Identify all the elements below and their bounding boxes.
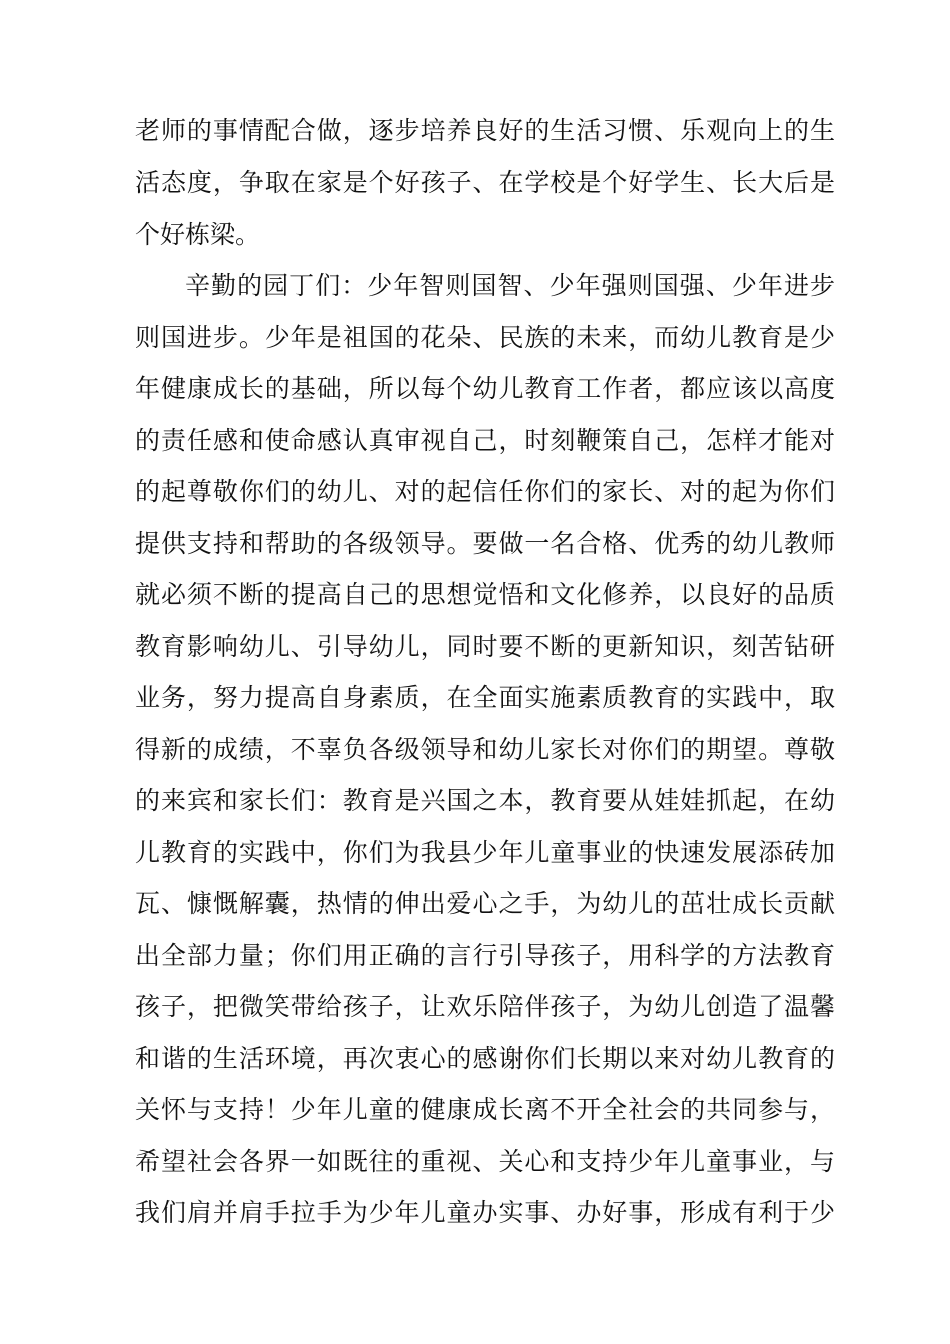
text-line: 辛勤的园丁们：少年智则国智、少年强则国强、少年进步 xyxy=(185,271,835,300)
text-line: 得新的成绩，不辜负各级领导和幼儿家长对你们的期望。尊敬 xyxy=(135,735,835,764)
text-line: 的起尊敬你们的幼儿、对的起信任你们的家长、对的起为你们 xyxy=(135,477,835,506)
text-line: 年健康成长的基础，所以每个幼儿教育工作者，都应该以高度 xyxy=(135,374,835,403)
text-line: 瓦、慷慨解囊，热情的伸出爱心之手，为幼儿的茁壮成长贡献 xyxy=(135,889,835,918)
text-line: 儿教育的实践中，你们为我县少年儿童事业的快速发展添砖加 xyxy=(135,838,835,867)
text-line: 老师的事情配合做，逐步培养良好的生活习惯、乐观向上的生 xyxy=(135,116,835,145)
text-line: 就必须不断的提高自己的思想觉悟和文化修养，以良好的品质 xyxy=(135,580,835,609)
text-line: 孩子，把微笑带给孩子，让欢乐陪伴孩子，为幼儿创造了温馨 xyxy=(135,992,835,1021)
text-line: 出全部力量；你们用正确的言行引导孩子，用科学的方法教育 xyxy=(135,941,835,970)
text-line: 活态度，争取在家是个好孩子、在学校是个好学生、长大后是 xyxy=(135,168,835,197)
text-line: 的责任感和使命感认真审视自己，时刻鞭策自己，怎样才能对 xyxy=(135,426,835,455)
text-line: 则国进步。少年是祖国的花朵、民族的未来，而幼儿教育是少 xyxy=(135,323,835,352)
text-line: 的来宾和家长们：教育是兴国之本，教育要从娃娃抓起，在幼 xyxy=(135,786,835,815)
text-line: 个好栋梁。 xyxy=(135,220,261,249)
text-line: 和谐的生活环境，再次衷心的感谢你们长期以来对幼儿教育的 xyxy=(135,1044,835,1073)
text-line: 业务，努力提高自身素质，在全面实施素质教育的实践中，取 xyxy=(135,683,835,712)
text-line: 教育影响幼儿、引导幼儿，同时要不断的更新知识，刻苦钻研 xyxy=(135,632,835,661)
text-line: 关怀与支持！少年儿童的健康成长离不开全社会的共同参与， xyxy=(135,1095,835,1124)
text-line: 我们肩并肩手拉手为少年儿童办实事、办好事，形成有利于少 xyxy=(135,1198,835,1227)
text-line: 希望社会各界一如既往的重视、关心和支持少年儿童事业，与 xyxy=(135,1147,835,1176)
text-line: 提供支持和帮助的各级领导。要做一名合格、优秀的幼儿教师 xyxy=(135,529,835,558)
